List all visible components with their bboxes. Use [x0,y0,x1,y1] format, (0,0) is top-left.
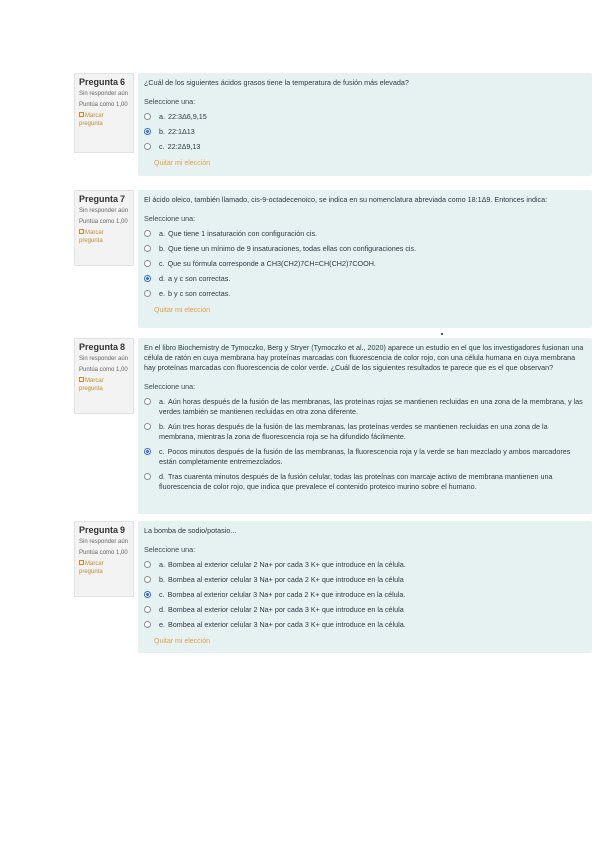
question-number: Pregunta 9 [79,525,125,535]
answer-option-c[interactable]: c. Que su fórmula corresponde a CH3(CH2)7CH=CH(CH2)7COOH. [144,259,584,269]
flag-question-link[interactable]: Marcar pregunta [79,561,104,575]
question-grade: Puntúa como 1,00 [79,219,128,225]
clear-choice-link[interactable]: Quitar mi elección [154,638,211,645]
flag-icon [79,377,84,382]
question-state: Sin responder aún [79,539,129,545]
question-info [74,73,134,153]
answer-option-c[interactable]: c. 22:2Δ9,13 [144,142,584,152]
answer-option-a[interactable]: a. 22:3Δ6,9,15 [144,112,584,122]
answer-option-e[interactable]: e. Bombea al exterior celular 3 Na+ por cada 3 K+ que introduce en la célula. [144,620,584,630]
radio-button[interactable] [144,423,151,430]
flag-icon [79,112,84,117]
radio-button[interactable] [144,576,151,583]
radio-button[interactable] [144,143,151,150]
question-grade: Puntúa como 1,00 [79,367,128,373]
answer-option-c[interactable]: c. Pocos minutos después de la fusión de las membranas, la fluorescencia roja y la verde se han mezclado y ambos marcadores están completamente entremezclados. [144,447,584,467]
radio-button[interactable] [144,561,151,568]
question-grade: Puntúa como 1,00 [79,102,128,108]
answer-option-a[interactable]: a. Que tiene 1 insaturación con configuración cis. [144,229,584,239]
radio-button[interactable] [144,260,151,267]
flag-question-link[interactable]: Marcar pregunta [79,230,104,244]
question-info [74,190,134,266]
radio-button-checked[interactable] [144,448,151,455]
radio-button[interactable] [144,398,151,405]
flag-question-link[interactable]: Marcar pregunta [79,113,104,127]
question-content [138,190,592,328]
answer-prompt: Seleccione una: [144,382,196,391]
radio-button[interactable] [144,113,151,120]
question-number: Pregunta 7 [79,194,125,204]
radio-button[interactable] [144,245,151,252]
question-text: El ácido oleico, también llamado, cis-9-octadecenoico, se indica en su nomenclatura abreviada como 18:1Δ9. Entonces indica: [144,195,548,204]
radio-button-checked[interactable] [144,591,151,598]
flag-icon [79,229,84,234]
question-text: ¿Cuál de los siguientes ácidos grasos tiene la temperatura de fusión más elevada? [144,78,409,87]
answer-option-a[interactable]: a. Bombea al exterior celular 2 Na+ por cada 3 K+ que introduce en la célula. [144,560,584,570]
stray-mark [441,333,443,335]
radio-button-checked[interactable] [144,275,151,282]
radio-button[interactable] [144,230,151,237]
answer-option-d[interactable]: d. Bombea al exterior celular 2 Na+ por cada 3 K+ que introduce en la célula [144,605,584,615]
question-text: En el libro Biochemistry de Tymoczko, Berg y Stryer (Tymoczko et al., 2020) aparece un estudio en el que los investigadores fusionan una célula de ratón en cuya membrana hay proteínas marcadas con fluorescencia de color rojo, con una célula humana en cuya membrana hay proteínas marcadas con fluorescencia de color verde. ¿Cuál de los siguientes resultados te parece que es el que observan? [144,343,584,372]
clear-choice-link[interactable]: Quitar mi elección [154,307,211,314]
question-state: Sin responder aún [79,356,129,362]
question-text: La bomba de sodio/potasio... [144,526,237,535]
radio-button[interactable] [144,606,151,613]
answer-option-b[interactable]: b. Aún tres horas después de la fusión de las membranas, las proteínas verdes se mantienen recluidas en una zona de la membrana, mientras la zona de fluorescencia roja se ha difundido fácilmente. [144,422,584,442]
question-number: Pregunta 6 [79,77,125,87]
radio-button[interactable] [144,473,151,480]
answer-prompt: Seleccione una: [144,97,196,106]
radio-button[interactable] [144,290,151,297]
flag-icon [79,560,84,565]
question-content [138,521,592,653]
radio-button-checked[interactable] [144,128,151,135]
answer-option-e[interactable]: e. b y c son correctas. [144,289,584,299]
answer-prompt: Seleccione una: [144,214,196,223]
question-grade: Puntúa como 1,00 [79,550,128,556]
answer-option-b[interactable]: b. Bombea al exterior celular 3 Na+ por cada 2 K+ que introduce en la célula [144,575,584,585]
question-info [74,521,134,597]
answer-option-a[interactable]: a. Aún horas después de la fusión de las membranas, las proteínas rojas se mantienen recluidas en una zona de la membrana, y las verdes también se mantienen recluidas en otra zona diferente. [144,397,584,417]
radio-button[interactable] [144,621,151,628]
question-state: Sin responder aún [79,208,129,214]
answer-option-b[interactable]: b. 22:1Δ13 [144,127,584,137]
answer-option-d[interactable]: d. a y c son correctas. [144,274,584,284]
answer-prompt: Seleccione una: [144,545,196,554]
question-state: Sin responder aún [79,91,129,97]
answer-option-b[interactable]: b. Que tiene un mínimo de 9 insaturaciones, todas ellas con configuraciones cis. [144,244,584,254]
question-number: Pregunta 8 [79,342,125,352]
answer-option-c[interactable]: c. Bombea al exterior celular 3 Na+ por cada 2 K+ que introduce en la célula. [144,590,584,600]
question-info [74,338,134,414]
flag-question-link[interactable]: Marcar pregunta [79,378,104,392]
clear-choice-link[interactable]: Quitar mi elección [154,160,211,167]
answer-option-d[interactable]: d. Tras cuarenta minutos después de la fusión celular, todas las proteínas con marcaje activo de membrana mantienen una fluorescencia de color rojo, que indica que prevalece el contenido proteico murino sobre el humano. [144,472,584,492]
question-content [138,73,592,176]
question-content [138,338,592,514]
